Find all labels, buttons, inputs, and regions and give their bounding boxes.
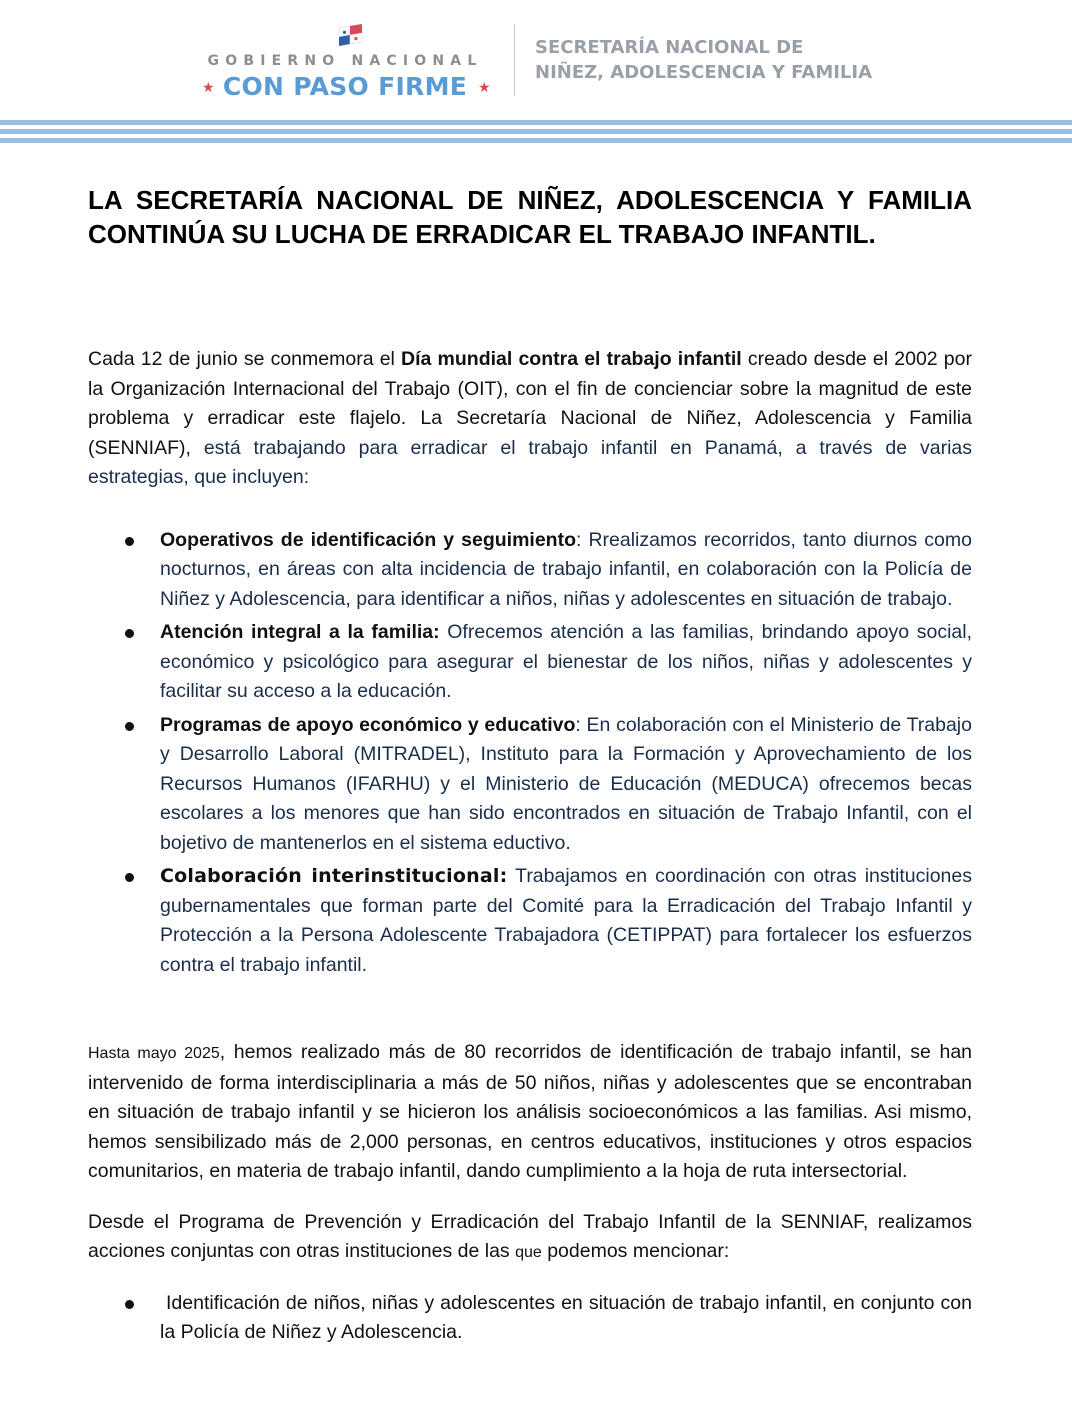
strategy-separator: : [576,528,589,551]
strategy-title: Colaboración interinstitucional: [160,865,508,887]
stripe [0,120,1072,125]
program-small: que [515,1244,542,1261]
list-item [88,618,972,707]
intro-text: Cada 12 de junio se conmemora el [88,348,402,370]
document-title [88,183,972,251]
intro-bold: Día mundial contra el trabajo infantil [401,348,742,370]
star-icon: ★ [202,79,215,95]
action-text: Identificación de niños, niñas y adolescentes en situación de trabajo infantil, en conjunto con la Policía de Niñez y Adolescencia. [160,1291,972,1343]
list-item [88,526,972,615]
strategy-text: Trabajamos en coordinación con otras instituciones gubernamentales que forman parte del Comité para la Erradicación del Trabajo Infantil y Protección a la Persona Adolescente Trabajadora (CETIPPAT) para fortalecer los esfuerzos contra el trabajo infantil. [160,865,972,976]
header-divider [514,24,515,96]
actions-list [88,1289,972,1348]
logo-top-text: GOBIERNO NACIONAL [207,53,483,69]
document-body [88,183,972,1348]
strategy-separator [507,865,515,887]
bullet-icon [125,1300,134,1309]
strategy-text: Rrealizamos recorridos, tanto diurnos como nocturnos, en áreas con alta incidencia de trabajo infantil, en colaboración con la Policía de Niñez y Adolescencia, para identificar a niños, niñas y adolescentes en situación de trabajo. [160,528,972,610]
bullet-icon [125,629,134,638]
gobierno-logo [195,22,495,102]
results-paragraph [88,1038,972,1187]
stripe [0,129,1072,134]
secretaria-line-1: SECRETARÍA NACIONAL DE [535,37,804,58]
results-text: , hemos realizado más de 80 recorridos de identificación de trabajo infantil, se han intervenido de forma interdisciplinaria a más de 50 niños, niñas y adolescentes que se encontraban en situación de trabajo infantil y se hicieron los análisis socioeconómicos a las familias. Asi mismo, hemos sensibilizado más de 2,000 personas, en centros educativos, instituciones y otros espacios comunitarios, en materia de trabajo infantil, dando cumplimiento a la hoja de ruta intersectorial. [88,1041,973,1182]
strategy-text: En colaboración con el Ministerio de Trabajo y Desarrollo Laboral (MITRADEL), Instituto para la Formación y Aprovechamiento de los Recursos Humanos (IFARHU) y el Ministerio de Educación (MEDUCA) ofrecemos becas escolares a los menores que han sido encontrados en situación de Trabajo Infantil, con el bojetivo de mantenerlos en el sistema eductivo. [160,713,972,854]
program-text-2: podemos mencionar: [541,1240,730,1262]
panama-flag-icon [335,24,365,46]
intro-text-2: creado desde el 2002 por la Organización Internacional del Trabajo (OIT), con el fin de concienciar sobre la magnitud de este problema y erradicar este flajelo. La Secretaría Nacional de Niñez, Adolescencia y Familia (SENNIAF), [88,348,972,459]
results-lead: Hasta mayo 2025 [88,1045,220,1062]
program-paragraph [88,1208,972,1268]
page-header [0,0,1072,120]
list-item [88,1289,972,1348]
title-line-1: LA SECRETARÍA NACIONAL DE NIÑEZ, ADOLESCENCIA Y FAMILIA [88,185,972,215]
intro-paragraph [88,345,972,493]
strategy-separator: : [575,713,587,736]
secretaria-line-2: NIÑEZ, ADOLESCENCIA Y FAMILIA [535,62,873,83]
list-item [88,711,972,859]
bullet-icon [125,722,134,731]
stripe [0,138,1072,143]
intro-highlight: está trabajando para erradicar el trabajo infantil en Panamá, a través de varias estrategias, que incluyen: [88,436,972,488]
title-line-2: CONTINÚA SU LUCHA DE ERRADICAR EL TRABAJO INFANTIL. [88,219,876,249]
strategy-text: Ofrecemos atención a las familias, brindando apoyo social, económico y psicológico para asegurar el bienestar de los niños, niñas y adolescentes y facilitar su acceso a la educación. [160,621,972,702]
bullet-icon [125,873,134,882]
strategy-title: Atención integral a la familia: [160,621,440,643]
star-icon: ★ [478,79,491,95]
strategy-title: Programas de apoyo económico y educativo [160,713,576,736]
strategies-list [88,526,972,981]
strategy-title: Ooperativos de identificación y seguimiento [160,528,576,551]
secretaria-name [535,35,955,85]
logo-bottom-text: CON PASO FIRME [222,72,468,101]
bullet-icon [125,537,134,546]
list-item [88,862,972,980]
program-text: Desde el Programa de Prevención y Erradicación del Trabajo Infantil de la SENNIAF, realizamos acciones conjuntas con otras instituciones de las [88,1210,972,1262]
